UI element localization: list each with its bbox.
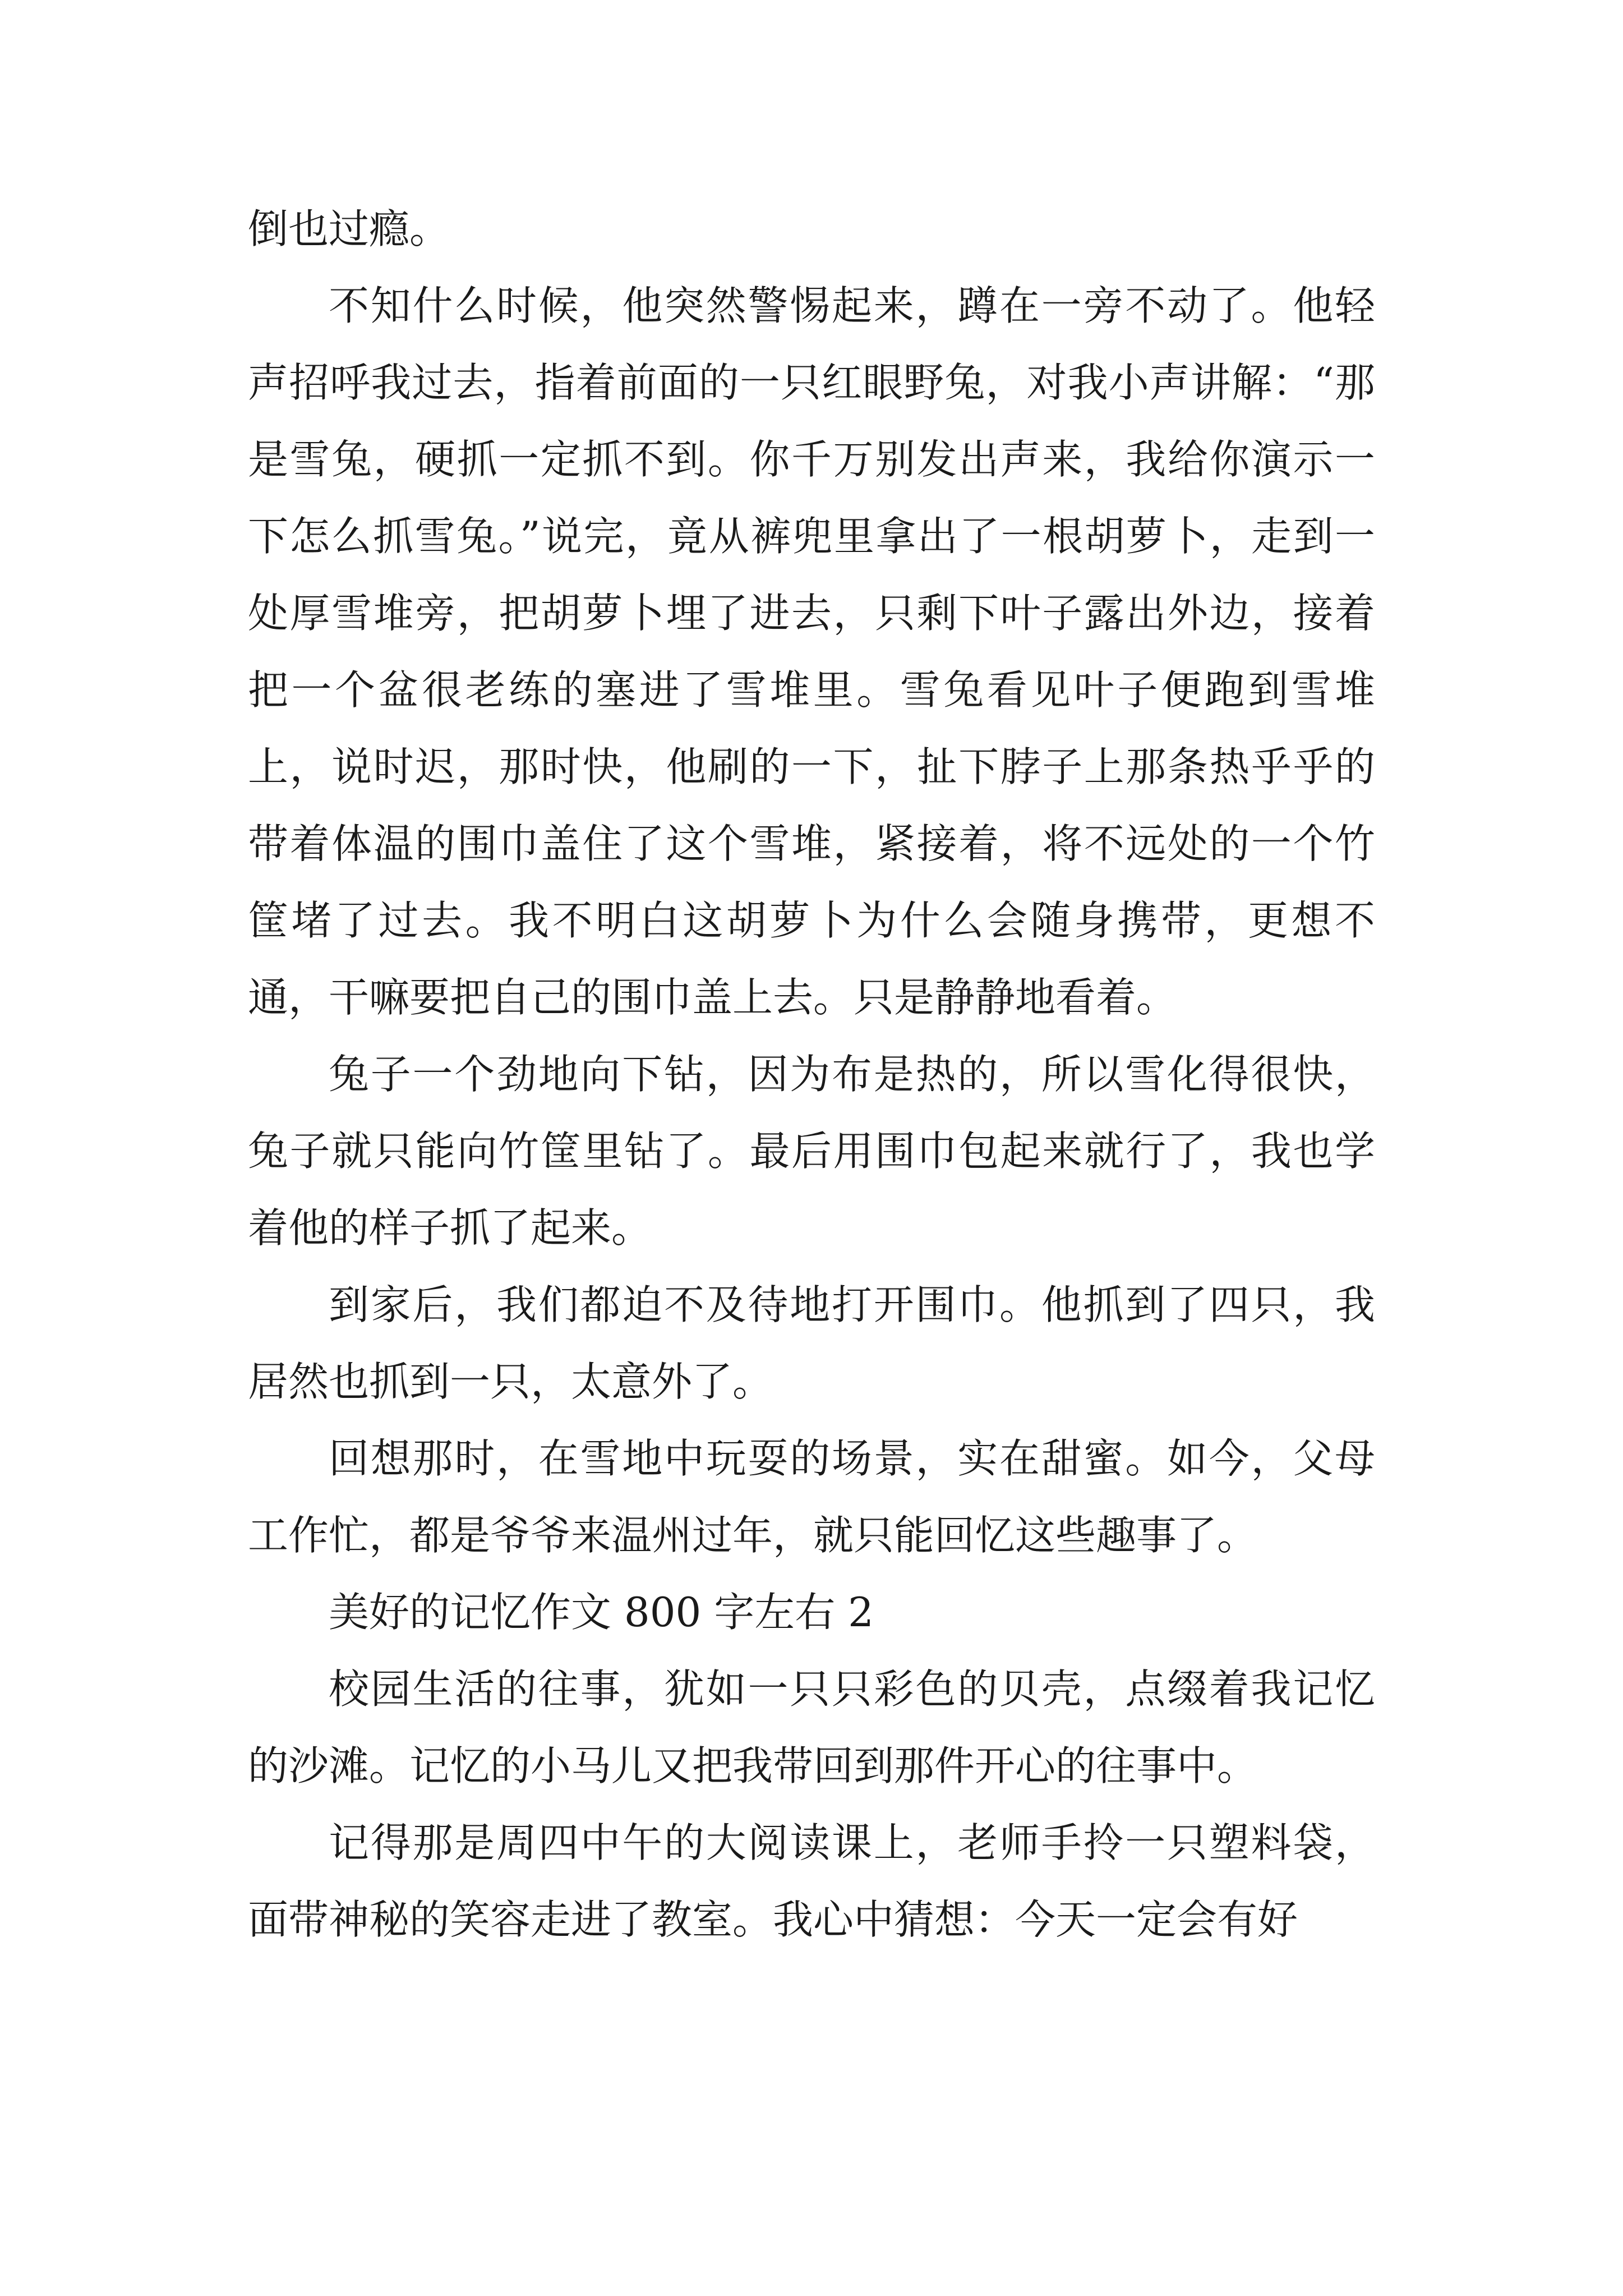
section-heading: 美好的记忆作文 800 字左右 2	[329, 1589, 874, 1636]
paragraph: 校园生活的往事，犹如一只只彩色的贝壳，点缀着我记忆的沙滩。记忆的小马儿又把我带回到那件开心的往事中。	[248, 1665, 1375, 1789]
document-body	[248, 191, 1375, 1958]
paragraph: 记得那是周四中午的大阅读课上，老师手拎一只塑料袋，面带神秘的笑容走进了教室。我心中猜想：今天一定会有好	[248, 1819, 1375, 1943]
paragraph: 到家后，我们都迫不及待地打开围巾。他抓到了四只，我居然也抓到一只，太意外了。	[248, 1281, 1375, 1405]
paragraph: 不知什么时候，他突然警惕起来，蹲在一旁不动了。他轻声招呼我过去，指着前面的一只红眼野兔，对我小声讲解：“那是雪兔，硬抓一定抓不到。你千万别发出声来，我给你演示一下怎么抓雪兔。”说完，竟从裤兜里拿出了一根胡萝卜，走到一处厚雪堆旁，把胡萝卜埋了进去，只剩下叶子露出外边，接着把一个盆很老练的塞进了雪堆里。雪兔看见叶子便跑到雪堆上，说时迟，那时快，他刷的一下，扯下脖子上那条热乎乎的带着体温的围巾盖住了这个雪堆，紧接着，将不远处的一个竹筐堵了过去。我不明白这胡萝卜为什么会随身携带，更想不通，干嘛要把自己的围巾盖上去。只是静静地看着。	[248, 282, 1375, 1021]
paragraph: 兔子一个劲地向下钻，因为布是热的，所以雪化得很快，兔子就只能向竹筐里钻了。最后用围巾包起来就行了，我也学着他的样子抓了起来。	[248, 1051, 1375, 1251]
paragraph: 回想那时，在雪地中玩耍的场景，实在甜蜜。如今，父母工作忙，都是爷爷来温州过年，就只能回忆这些趣事了。	[248, 1435, 1375, 1559]
paragraph: 倒也过瘾。	[248, 205, 450, 252]
